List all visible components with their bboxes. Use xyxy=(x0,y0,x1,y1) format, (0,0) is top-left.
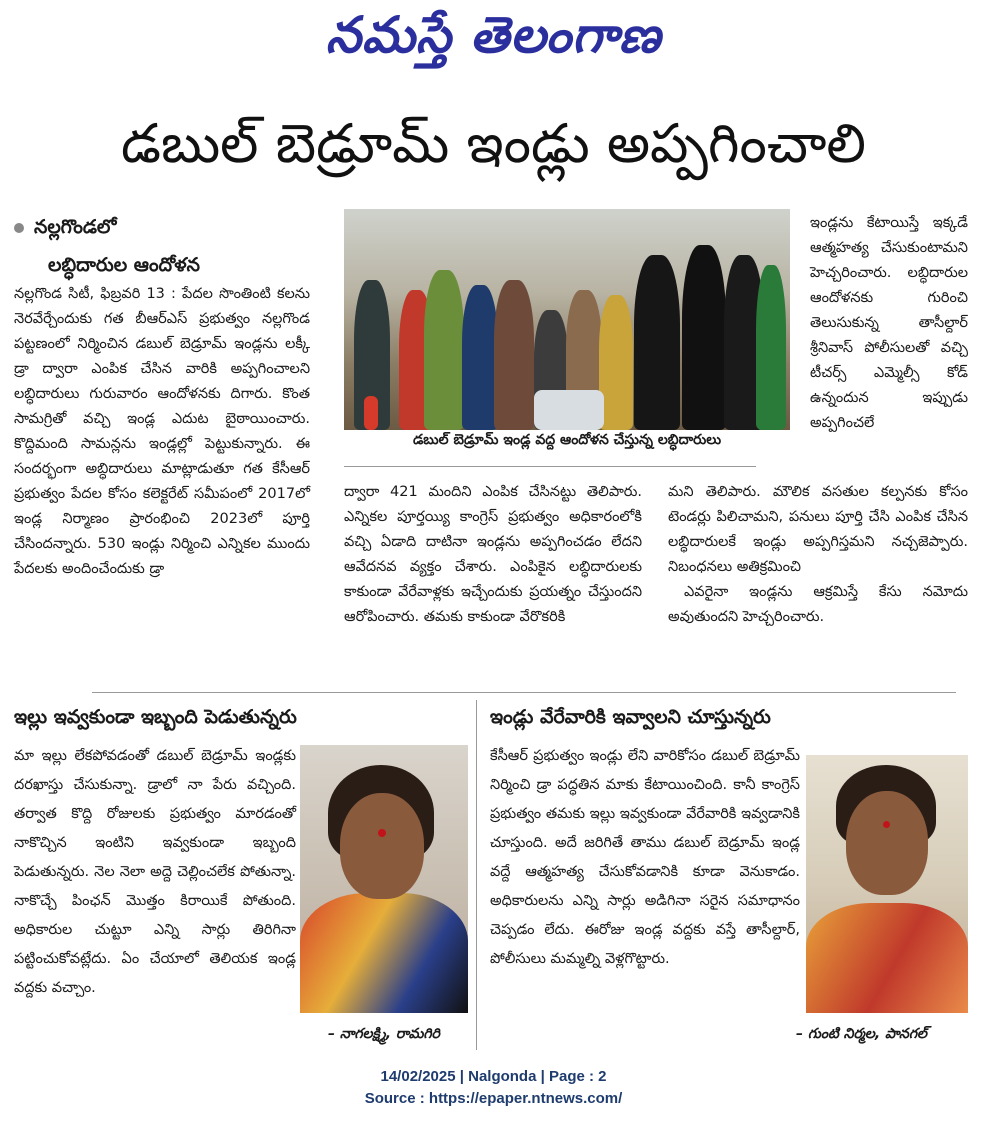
article-column-3-bottom xyxy=(668,480,968,630)
article-paragraph: ఇండ్లను కేటాయిస్తే ఇక్కడే ఆత్మహత్య చేసుకుంటామని హెచ్చరించారు. లబ్ధిదారుల ఆందోళనకు గురించి తెలుసుకున్న తాసీల్దార్ శ్రీనివాస్ పోలీసులతో వచ్చి టీచర్స్ ఎమ్మెల్సీ కోడ్ ఉన్నందున ఇప్పుడు అప్పగించలే xyxy=(810,215,968,431)
right-story-body xyxy=(490,742,800,974)
article-paragraph: ఎవరైనా ఇండ్లను ఆక్రమిస్తే కేసు నమోదు అవుతుందని హెచ్చరించారు. xyxy=(668,584,968,625)
masthead-logo: నమస్తే తెలంగాణ xyxy=(325,6,662,64)
article-paragraph: కేసీఆర్ ప్రభుత్వం ఇండ్లు లేని వారికోసం డబుల్ బెడ్రూమ్ నిర్మించి డ్రా పద్ధతిన మాకు కేటాయించింది. కానీ కాంగ్రెస్ ప్రభుత్వం తమకు ఇల్లు ఇవ్వకుండా వేరేవారికి ఇవ్వడానికి చూస్తుంది. అదే జరిగితే తాము డబుల్ బెడ్రూమ్ ఇండ్ల వద్దే ఆత్మహత్య చేసుకోవడానికి కూడా వెనుకాడం. అధికారులను ఎన్ని సార్లు అడిగినా సరైన సమాధానం చెప్పడం లేదు. ఈరోజు ఇండ్ల వద్దకు వస్తే తాసీల్దార్, పోలీసులు మమ్మల్ని వెళ్లగొట్టారు. xyxy=(490,748,800,967)
portrait-nirmala xyxy=(806,755,968,1013)
story-subkicker: లబ్ధిదారుల ఆందోళన xyxy=(48,254,201,276)
photo-caption: డబుల్ బెడ్రూమ్ ఇండ్ల వద్ద ఆందోళన చేస్తున్న లబ్ధిదారులు xyxy=(412,432,722,448)
footer-source-link[interactable]: Source : https://epaper.ntnews.com/ xyxy=(364,1090,623,1107)
right-story-heading: ఇండ్లు వేరేవారికి ఇవ్వాలని చూస్తున్నరు xyxy=(490,706,771,728)
article-column-2 xyxy=(344,480,642,630)
section-divider xyxy=(92,692,956,693)
left-story-heading: ఇల్లు ఇవ్వకుండా ఇబ్బంది పెడుతున్నరు xyxy=(14,706,297,728)
article-column-3-top xyxy=(810,211,968,436)
story-kicker xyxy=(14,216,116,243)
portrait-nagalakshmi xyxy=(300,745,468,1013)
kicker-text: నల్లగొండలో xyxy=(34,216,117,238)
bullet-icon xyxy=(14,223,24,233)
article-column-1 xyxy=(14,282,310,582)
protest-photo xyxy=(344,209,790,430)
article-paragraph: నల్లగొండ సిటీ, ఫిబ్రవరి 13 : పేదల సొంతింటి కలను నెరవేర్చేందుకు గత బీఆర్ఎస్ ప్రభుత్వం నల్లగొండ పట్టణంలో నిర్మించిన డబుల్ బెడ్రూమ్ ఇండ్లను లక్కీ డ్రా ద్వారా ఎంపిక చేసిన వారికి అప్పగించాలని లబ్ధిదారులు గురువారం ఆందోళనకు దిగారు. కొంత సామగ్రితో వచ్చి ఇండ్ల ఎదుట బైఠాయించారు. కొద్దిమంది సామన్లను ఇండ్లల్లో పెట్టుకున్నారు. ఈ సందర్భంగా అబ్ధిదారులు మాట్లాడుతూ గత కేసీఆర్ ప్రభుత్వం పేదల కోసం కలెక్టరేట్ సమీపంలో 2017లో ఇండ్ల నిర్మాణం ప్రారంభించి 2023లో పూర్తి చేసిందన్నారు. 530 ఇండ్లు నిర్మించి ఎన్నికల ముందు పేదలకు అందించేందుకు డ్రా xyxy=(14,286,310,577)
page-headline: డబుల్ బెడ్రూమ్ ఇండ్లు అప్పగించాలి xyxy=(121,112,866,175)
article-paragraph: మా ఇల్లు లేకపోవడంతో డబుల్ బెడ్రూమ్ ఇండ్లకు దరఖాస్తు చేసుకున్నా. డ్రాలో నా పేరు వచ్చింది. తర్వాత కొద్ది రోజులకు ప్రభుత్వం మారడంతో నాకొచ్చిన ఇంటిని ఇవ్వకుండా ఇబ్బంది పెడుతున్నరు. నెల నెలా అద్దె చెల్లించలేక పోతున్నా. నాకొచ్చే పింఛన్ మొత్తం కిరాయికే పోతుంది. అధికారుల చుట్టూ ఎన్ని సార్లు తిరిగినా పట్టించుకోవట్లేదు. ఏం చేయాలో తెలియక ఇండ్ల వద్దకు వచ్చాం. xyxy=(14,748,296,996)
caption-divider xyxy=(344,466,756,467)
left-story-credit: – నాగలక్ష్మి, రామగిరి xyxy=(328,1026,440,1042)
article-paragraph: మని తెలిపారు. మౌలిక వసతుల కల్పనకు కోసం టెండర్లు పిలిచామని, పనులు పూర్తి చేసి ఎంపిక చేసిన లబ్ధిదారులకే ఇండ్లు అప్పగిస్తమని నచ్చజెప్పారు. నిబంధనలు అతిక్రమించి xyxy=(668,484,968,575)
right-story-credit: – గుంటి నిర్మల, పానగల్ xyxy=(796,1026,927,1042)
article-paragraph: ద్వారా 421 మందిని ఎంపిక చేసినట్టు తెలిపారు. ఎన్నికల పూర్తయ్యి కాంగ్రెస్ ప్రభుత్వం అధికారంలోకి వచ్చి ఏడాది దాటినా ఇండ్లను అప్పగించడం లేదని ఆవేదనవ వ్యక్తం చేశారు. ఎంపికైన లబ్ధిదారులకు కాకుండా వేరేవాళ్లకు ఇచ్చేందుకు ప్రయత్నం చేస్తుందని ఆరోపించారు. తమకు కాకుండా వేరొకరికి xyxy=(344,484,642,625)
left-story-body xyxy=(14,742,296,1003)
footer-date-edition: 14/02/2025 | Nalgonda | Page : 2 xyxy=(380,1068,607,1085)
column-divider xyxy=(476,700,477,1050)
